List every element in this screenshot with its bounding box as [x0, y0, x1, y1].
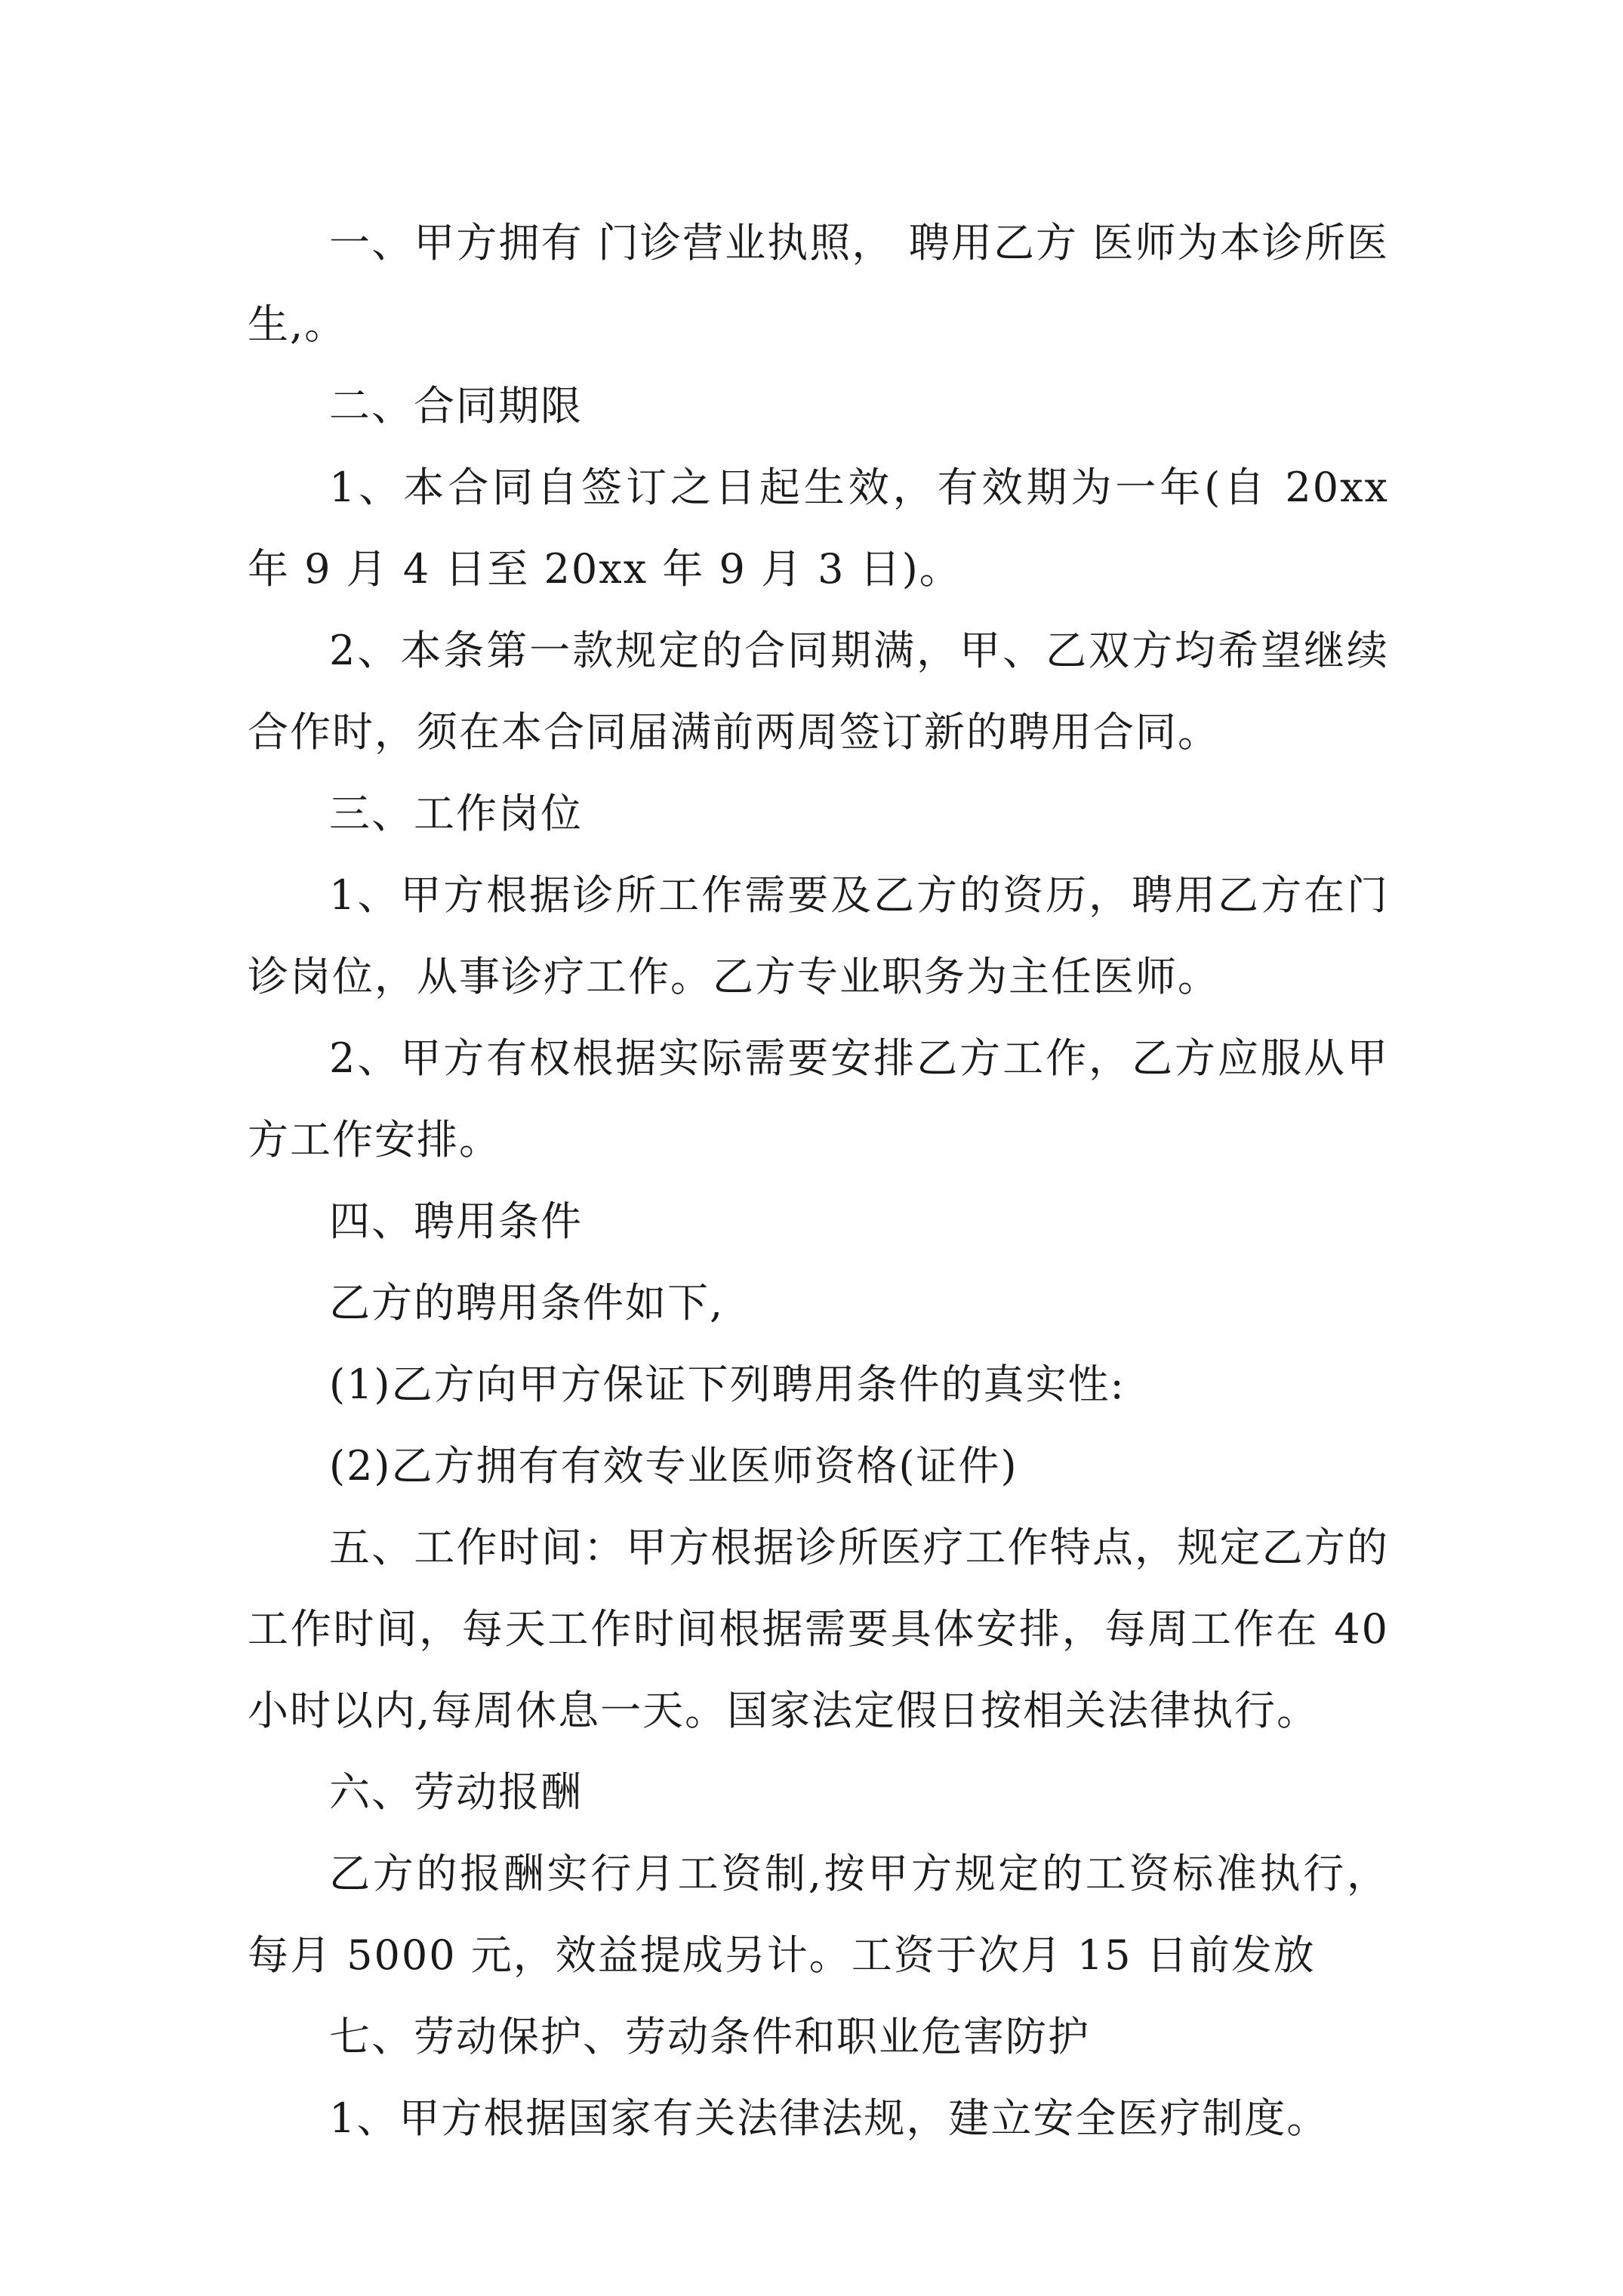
document-body: [248, 202, 1389, 2159]
paragraph-condition-1: (1)乙方向甲方保证下列聘用条件的真实性:: [329, 1361, 1126, 1408]
paragraph-term-1: 1、本合同自签订之日起生效，有效期为一年(自 20xx 年 9 月 4 日至 20xx 年 9 月 3 日)。: [248, 464, 1389, 593]
heading-work-position: 三、工作岗位: [329, 790, 583, 837]
paragraph-clause-1: 一、甲方拥有 门诊营业执照， 聘用乙方 医师为本诊所医生,。: [248, 219, 1389, 348]
paragraph-protection-1: 1、甲方根据国家有关法律法规，建立安全医疗制度。: [329, 2094, 1329, 2142]
paragraph-work-hours: 五、工作时间：甲方根据诊所医疗工作特点，规定乙方的工作时间，每天工作时间根据需要具体安排，每周工作在 40 小时以内,每周休息一天。国家法定假日按相关法律执行。: [248, 1524, 1389, 1734]
heading-contract-term: 二、合同期限: [329, 382, 583, 430]
paragraph-position-1: 1、甲方根据诊所工作需要及乙方的资历，聘用乙方在门诊岗位，从事诊疗工作。乙方专业职务为主任医师。: [248, 871, 1389, 1000]
paragraph-condition-2: (2)乙方拥有有效专业医师资格(证件): [329, 1442, 1018, 1490]
paragraph-conditions-intro: 乙方的聘用条件如下,: [329, 1279, 725, 1327]
heading-labor-protection: 七、劳动保护、劳动条件和职业危害防护: [329, 2013, 1090, 2060]
paragraph-remuneration: 乙方的报酬实行月工资制,按甲方规定的工资标准执行，每月 5000 元，效益提成另计。工资于次月 15 日前发放: [248, 1850, 1389, 1979]
heading-employment-conditions: 四、聘用条件: [329, 1197, 583, 1245]
heading-remuneration: 六、劳动报酬: [329, 1768, 583, 1816]
paragraph-position-2: 2、甲方有权根据实际需要安排乙方工作，乙方应服从甲方工作安排。: [248, 1034, 1389, 1163]
paragraph-term-2: 2、本条第一款规定的合同期满，甲、乙双方均希望继续合作时，须在本合同届满前两周签订新的聘用合同。: [248, 627, 1389, 756]
